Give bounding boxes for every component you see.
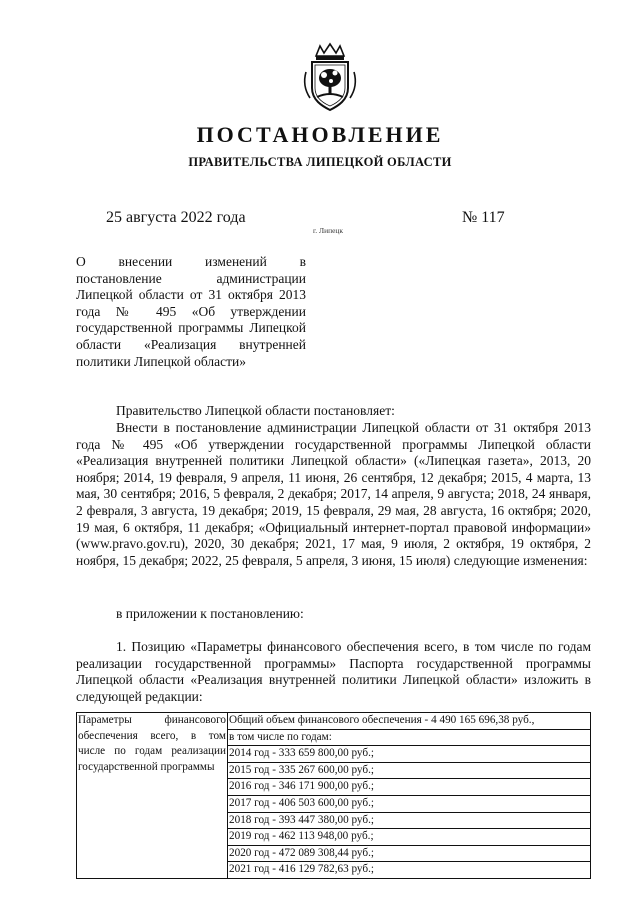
document-city: г. Липецк	[313, 226, 344, 235]
appendix-paragraph: в приложении к постановлению:	[116, 606, 304, 621]
table-line: в том числе по годам:	[228, 729, 590, 746]
document-subtitle: ПРАВИТЕЛЬСТВА ЛИПЕЦКОЙ ОБЛАСТИ	[188, 155, 452, 169]
table-line: 2018 год - 393 447 380,00 руб.;	[228, 812, 590, 829]
table-line: 2017 год - 406 503 600,00 руб.;	[228, 795, 590, 812]
document-date: 25 августа 2022 года	[106, 209, 246, 226]
document-subject: О внесении изменений в постановление администрации Липецкой области от 31 октября 2013 года № 495 «Об утверждении государственной программы Липецкой области «Реализация внутренней политики Липецкой области»	[76, 254, 306, 369]
coat-of-arms-icon	[300, 42, 360, 114]
document-number: № 117	[462, 209, 505, 226]
table-line: 2020 год - 472 089 308,44 руб.;	[228, 845, 590, 862]
table-line: 2021 год - 416 129 782,63 руб.;	[228, 861, 590, 878]
document-title: ПОСТАНОВЛЕНИЕ	[196, 122, 444, 147]
financing-table	[76, 712, 591, 879]
table-line: Общий объем финансового обеспечения - 4 490 165 696,38 руб.,	[229, 714, 535, 726]
intro-paragraph: Правительство Липецкой области постановляет:	[116, 403, 395, 418]
table-line: 2016 год - 346 171 900,00 руб.;	[228, 778, 590, 795]
table-line: 2014 год - 333 659 800,00 руб.;	[228, 745, 590, 762]
item-1-paragraph: 1. Позицию «Параметры финансового обеспечения всего, в том числе по годам реализации государственной программы» Паспорта государственной программы Липецкой области «Реализация внутренней политики Липецкой области» изложить в следующей редакции:	[76, 639, 591, 704]
table-line: 2019 год - 462 113 948,00 руб.;	[228, 828, 590, 845]
table-row	[77, 713, 591, 879]
table-label-cell: Параметры финансового обеспечения всего, в том числе по годам реализации государственной программы	[77, 713, 228, 879]
main-paragraph: Внести в постановление администрации Липецкой области от 31 октября 2013 года № 495 «Об утверждении государственной программы Липецкой области «Реализация внутренней политики Липецкой области» («Липецкая газета», 2013, 20 ноября; 2014, 19 февраля, 9 апреля, 11 июня, 26 сентября, 12 декабря; 2015, 4 марта, 13 мая, 30 сентября; 2016, 5 февраля, 2 декабря; 2017, 14 апреля, 9 августа; 2018, 24 января, 2 февраля, 3 августа, 19 декабря; 2019, 15 февраля, 29 мая, 28 августа, 16 октября; 2020, 19 мая, 6 октября, 11 декабря; «Официальный интернет-портал правовой информации» (www.pravo.gov.ru), 2020, 30 декабря; 2021, 17 мая, 9 июля, 2 октября, 19 октября, 2 ноября, 15 декабря; 2022, 25 февраля, 5 апреля, 3 июня, 15 июля) следующие изменения:	[76, 420, 591, 568]
table-line: 2015 год - 335 267 600,00 руб.;	[228, 762, 590, 779]
table-values-cell	[228, 713, 591, 879]
